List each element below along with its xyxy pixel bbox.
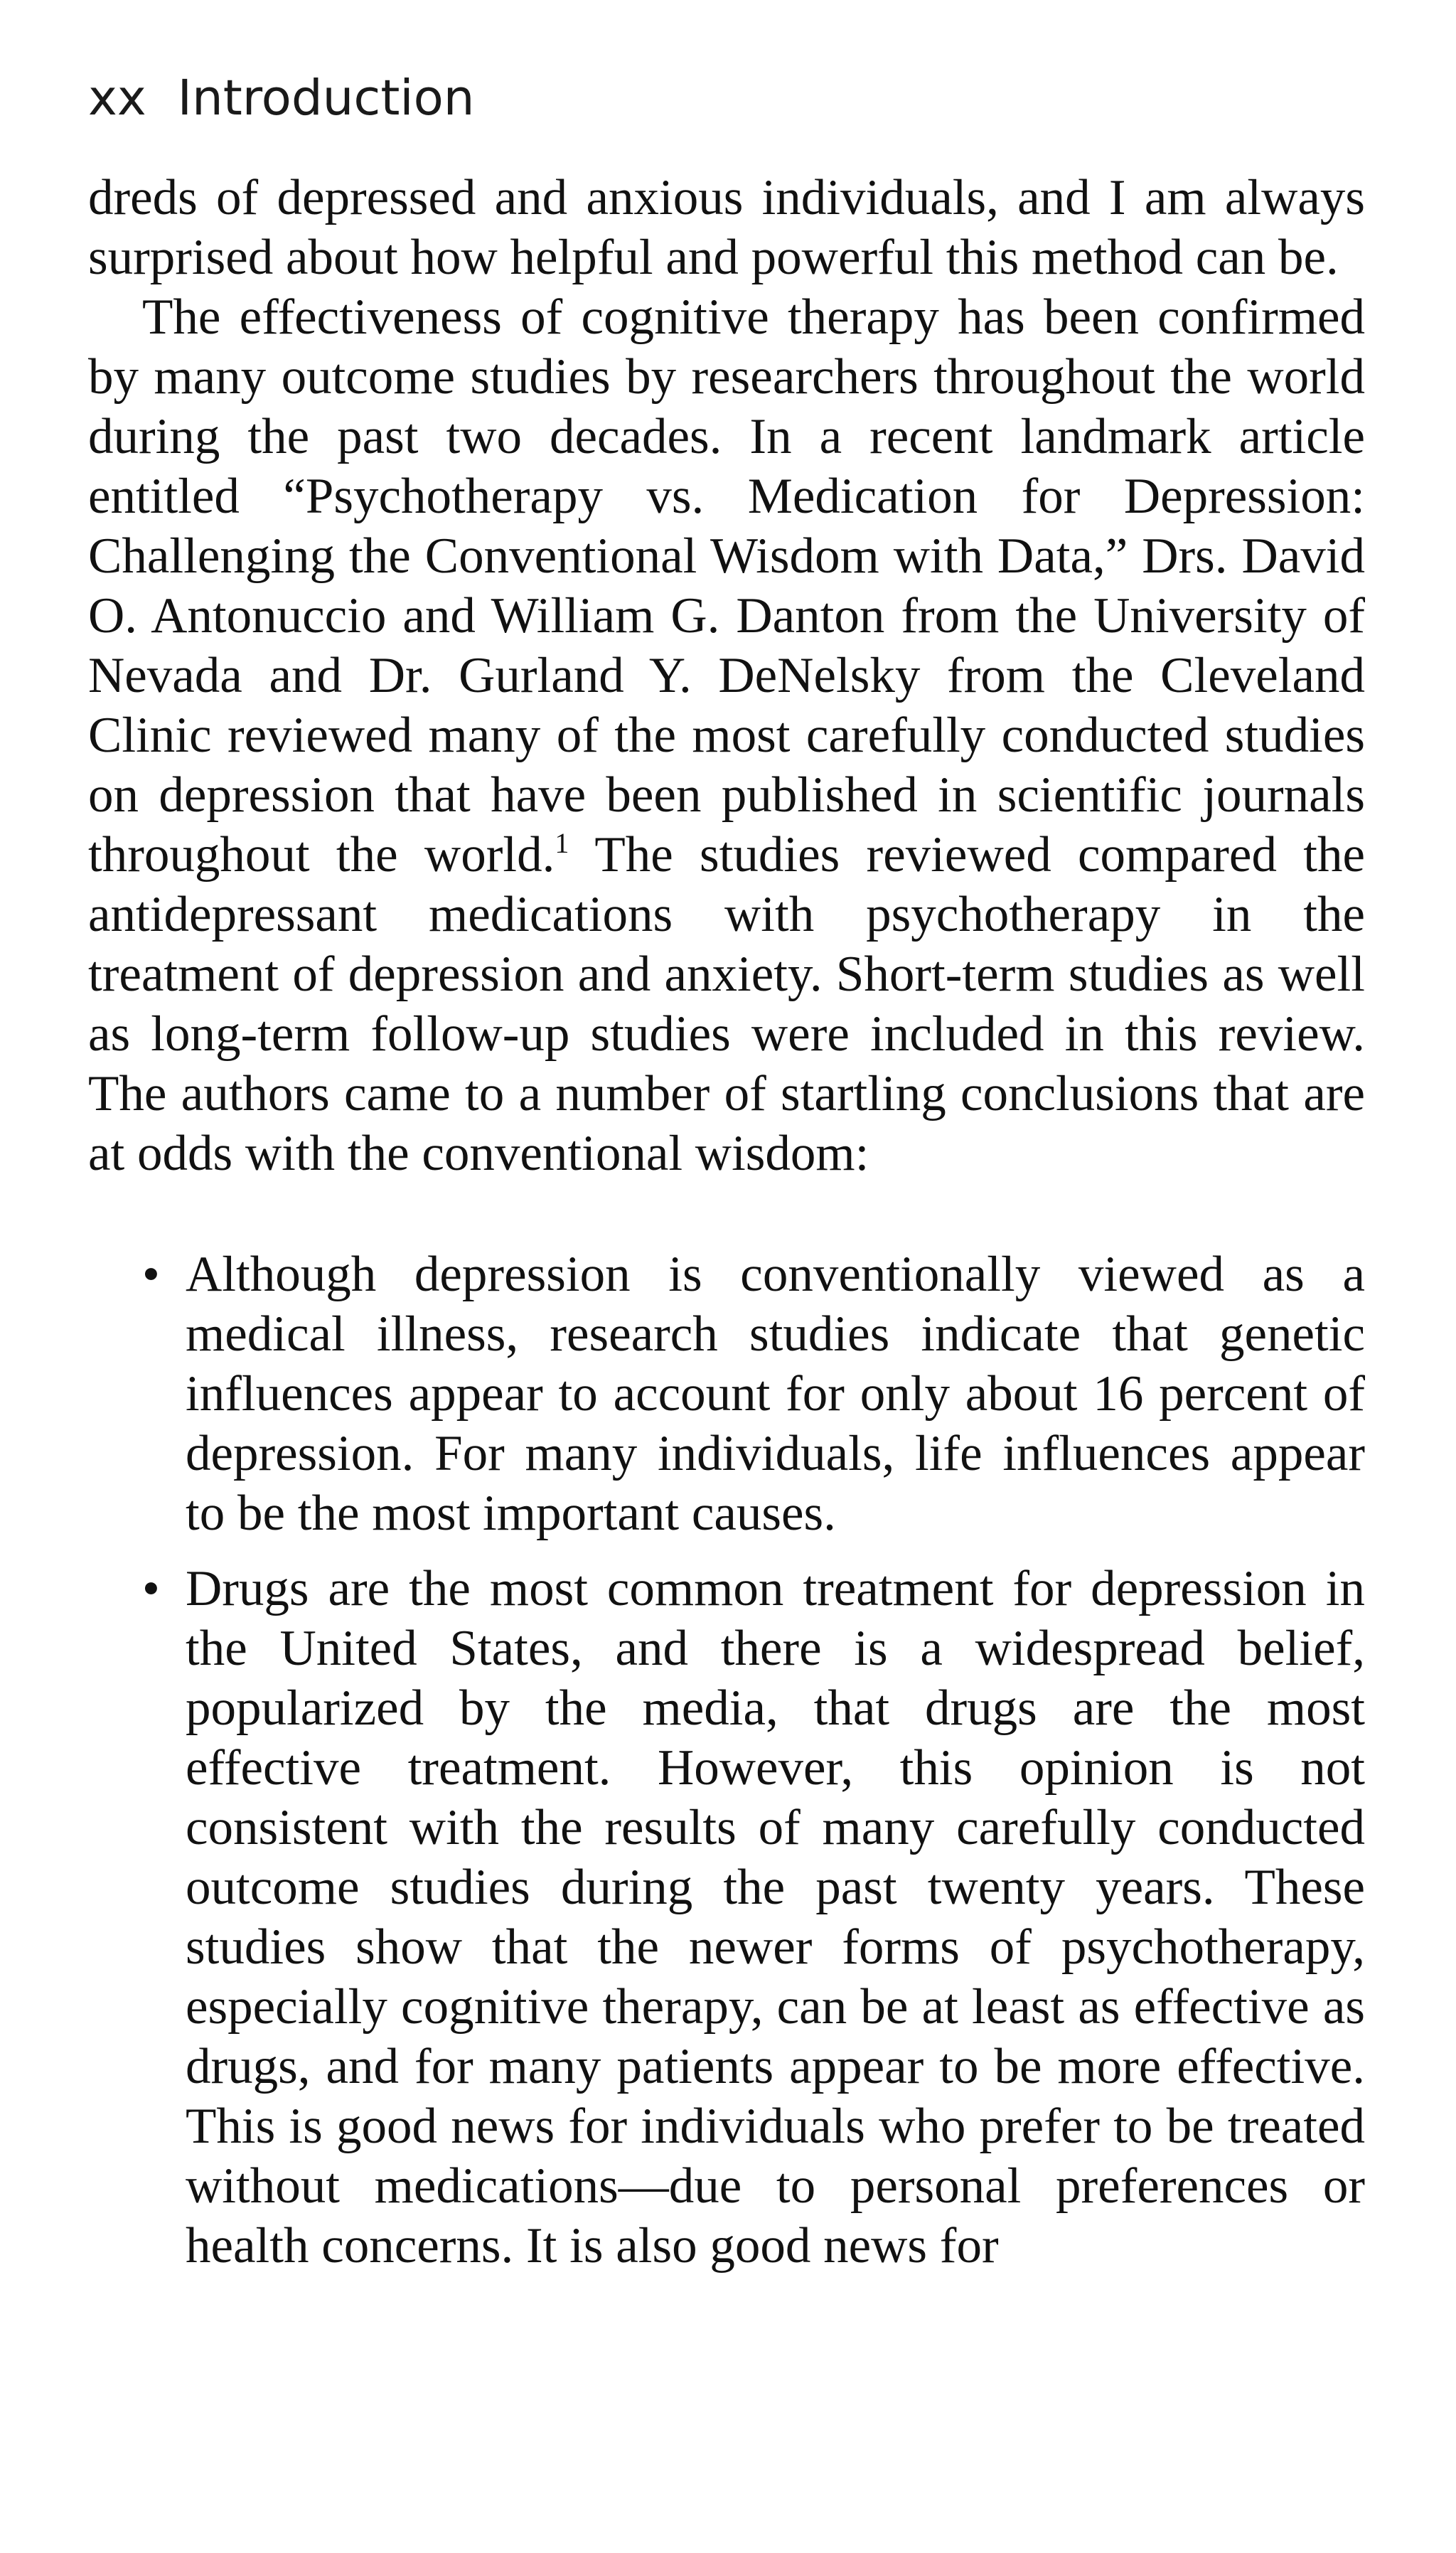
study-paragraph (88, 287, 1365, 1183)
footnote-reference: 1 (555, 827, 569, 859)
continued-paragraph: dreds of depressed and anxious individuals, and I am always surprised about how helpful and powerful this method can be. (88, 170, 1365, 285)
list-item (88, 1559, 1365, 2276)
list-item-text: Although depression is conventionally viewed as a medical illness, research studies indicate that genetic influences appear to account for only about 16 percent of depression. For many individuals, life influences appear to be the most important causes. (186, 1247, 1365, 1541)
page-number: xx (88, 70, 146, 127)
bullet-icon: • (142, 1561, 160, 1616)
list-item-text: Drugs are the most common treatment for depression in the United States, and there is a widespread belief, popularized by the media, that drugs are the most effective treatment. However, this opinion is not consistent with the results of many carefully conducted outcome studies during the past twenty years. These studies show that the newer forms of psychotherapy, especially cognitive therapy, can be at least as effective as drugs, and for many patients appear to be more effective. This is good news for individuals who prefer to be treated without medications—due to personal preferences or health concerns. It is also good news for (186, 1561, 1365, 2274)
body-text (88, 168, 1365, 2291)
bullet-icon: • (142, 1247, 160, 1302)
paragraph-text-after-note: The studies reviewed compared the antidepressant medications with psychotherapy in the treatment of depression and anxiety. Short-term studies as well as long-term follow-up studies were included in this review. The authors came to a number of startling conclusions that are at odds with the conventional wisdom: (88, 827, 1365, 1181)
list-item (88, 1244, 1365, 1543)
running-head (88, 70, 475, 127)
section-title: Introduction (177, 70, 475, 127)
conclusions-list (88, 1244, 1365, 2276)
paragraph-text-before-note: The effectiveness of cognitive therapy has been confirmed by many outcome studies by researchers throughout the world during the past two decades. In a recent landmark article entitled “Psychotherapy vs. Medication for Depression: Challenging the Conventional Wisdom with Data,” Drs. David O. Antonuccio and William G. Danton from the University of Nevada and Dr. Gurland Y. DeNelsky from the Cleveland Clinic reviewed many of the most carefully conducted studies on depression that have been published in scientific journals throughout the world. (88, 289, 1365, 883)
